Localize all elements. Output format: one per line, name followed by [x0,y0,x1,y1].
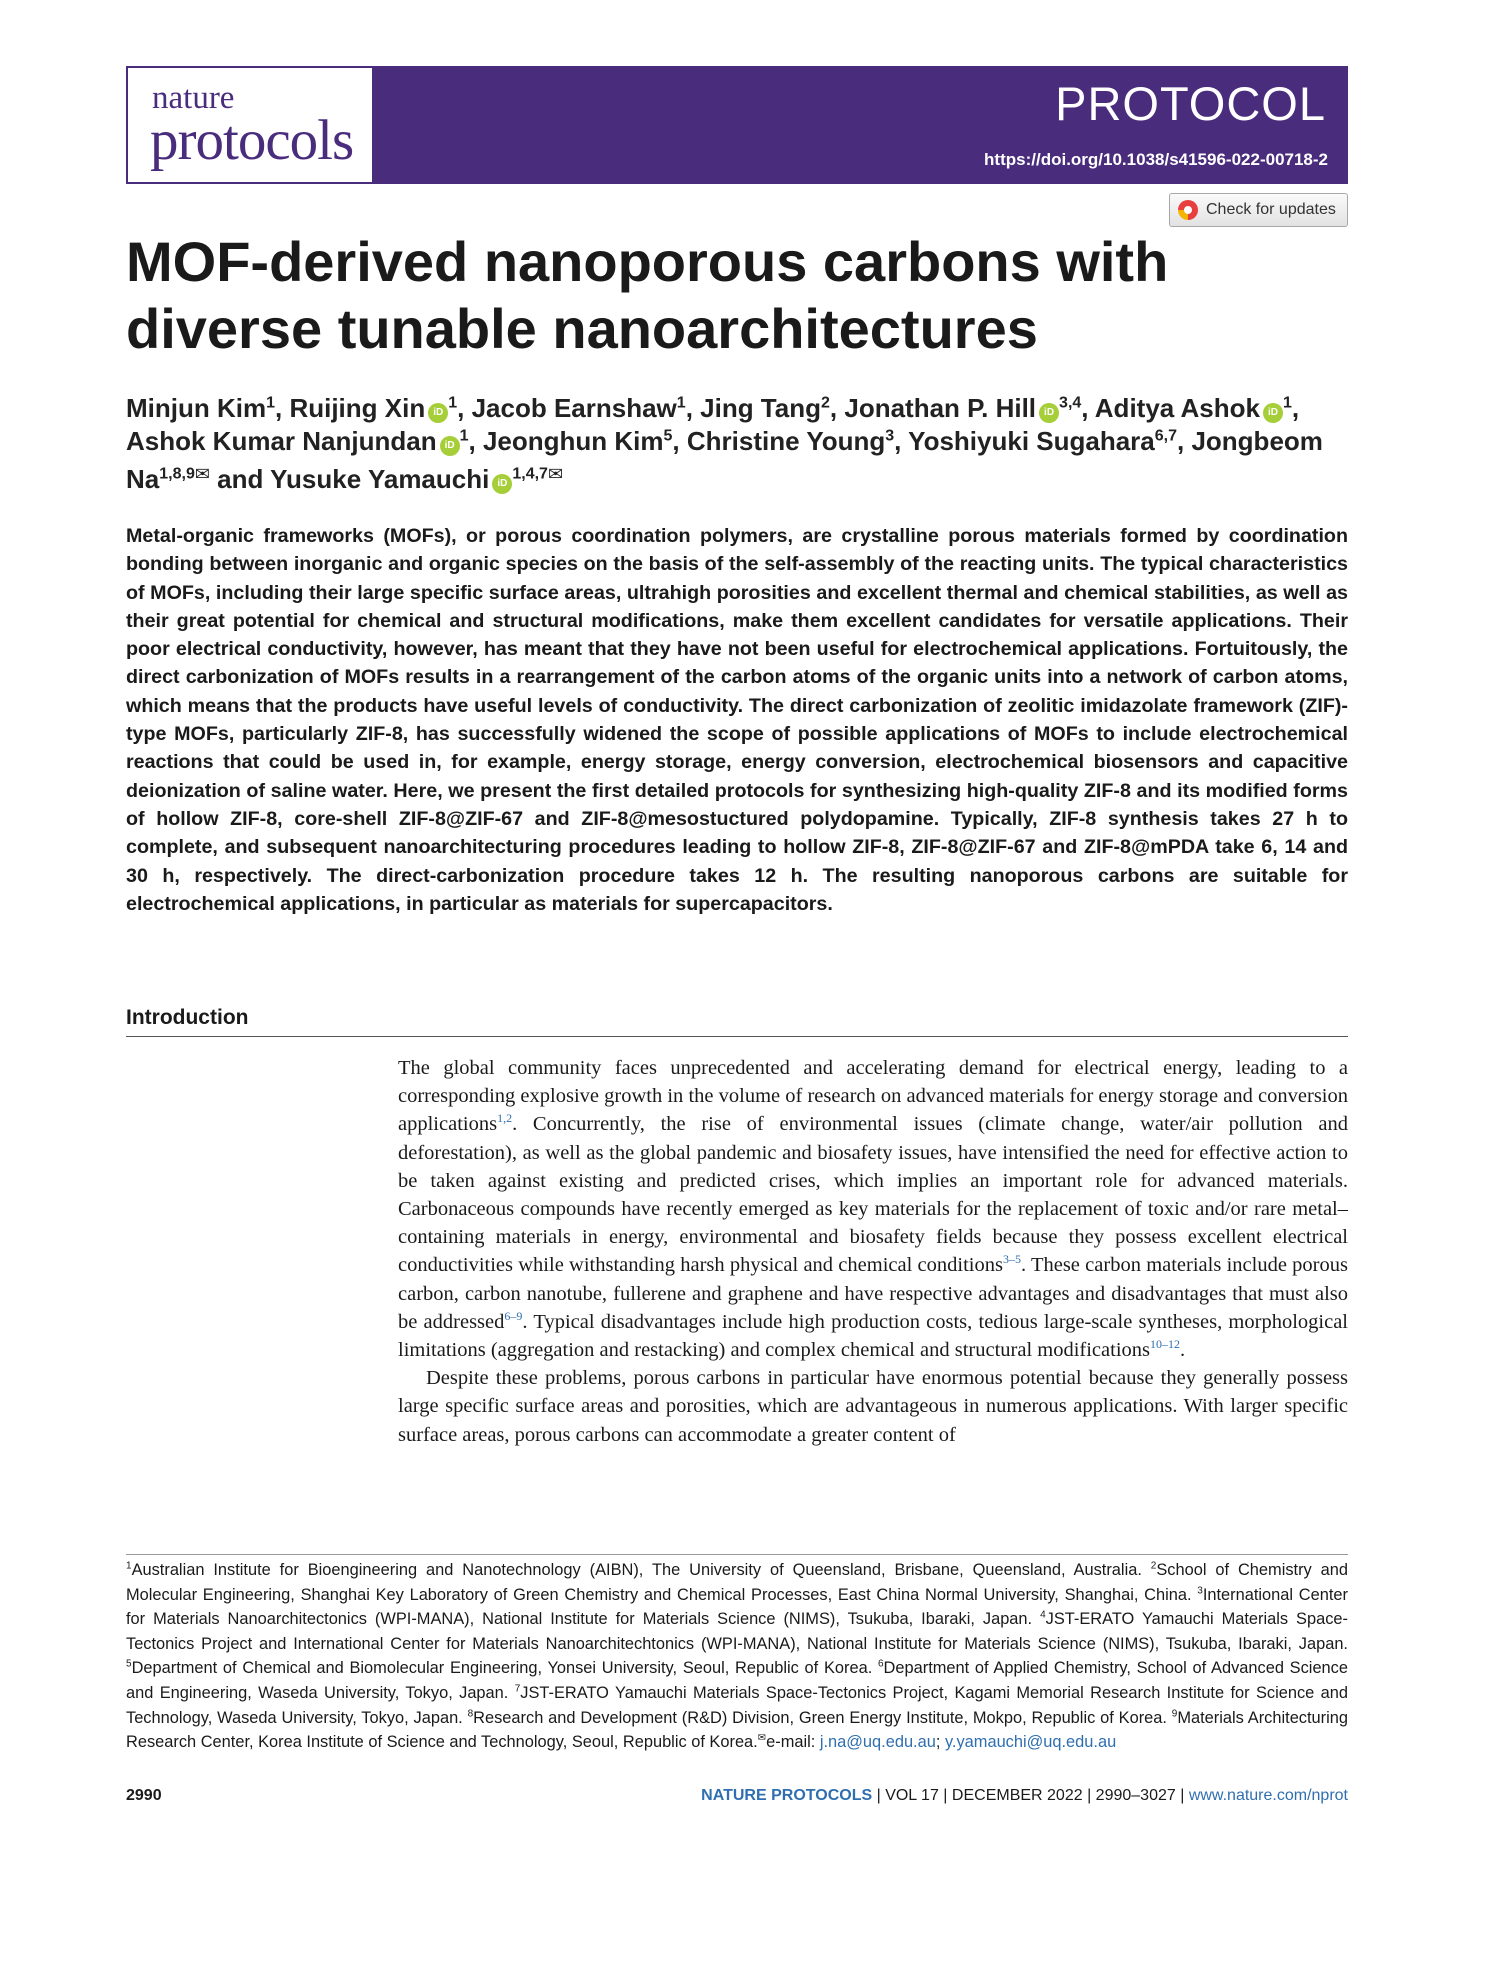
affiliation-marker: 7 [514,1683,521,1695]
journal-logo[interactable] [126,66,374,184]
envelope-icon: ✉ [194,464,210,484]
affiliation-text: Department of Chemical and Biomolecular Engineering, Yonsei University, Seoul, Republic of Korea. [131,1659,878,1678]
footer-separator: | [872,1787,886,1804]
check-for-updates-label: Check for updates [1206,201,1336,218]
author-name: Jongbeom Na [126,426,1323,494]
author-affiliation-ref: 5 [663,427,673,445]
footer-separator: | [1175,1787,1189,1804]
footer-date: DECEMBER 2022 [951,1787,1083,1804]
affiliation-text: JST-ERATO Yamauchi Materials Space-Tectonics Project and International Center for Materials Nanoarchitechtonics (WPI-MANA), National Institute for Materials Science (NIMS), Tsukuba, Ibaraki, Japan. [126,1610,1348,1653]
author-name: Christine Young [686,426,886,456]
author [700,393,844,423]
author-separator: , [457,393,472,423]
affiliation-text: ; [935,1733,945,1752]
author-separator: , [672,426,687,456]
affiliation-marker: 1 [126,1560,132,1572]
author-affiliation-ref: 1 [266,394,275,412]
affiliation-marker: 2 [1150,1560,1157,1572]
footer-volume: VOL 17 [885,1787,939,1804]
body-text-run: . Typical disadvantages include high production costs, tedious large-scale syntheses, morphological limitations (aggregation and restacking) and complex chemical and structural modifications [398,1310,1348,1362]
author-separator: , [829,393,845,423]
footer-journal-url[interactable]: www.nature.com/nprot [1188,1787,1348,1804]
orcid-icon[interactable]: iD [492,474,512,494]
page-number: 2990 [126,1787,162,1804]
author-affiliation-ref: 3,4 [1059,394,1082,412]
email-link[interactable]: j.na@uq.edu.au [819,1733,936,1752]
author-separator: , [1177,426,1192,456]
author-name: Minjun Kim [126,393,267,423]
author-affiliation-ref: 1 [448,394,458,412]
author-affiliation-ref: 3 [885,427,895,445]
author [1095,393,1299,423]
affiliation-text: Australian Institute for Bioengineering and Nanotechnology (AIBN), The University of Queensland, Brisbane, Queensland, Australia. [131,1561,1151,1579]
affiliation-text: e-mail: [766,1733,820,1752]
author-name: Yusuke Yamauchi [270,464,490,494]
author-separator: , [685,393,701,423]
article-title: MOF-derived nanoporous carbons with diverse tunable nanoarchitectures [126,230,1169,360]
affiliation-text: School of Chemistry and Molecular Engineering, Shanghai Key Laboratory of Green Chemistry and Chemical Processes, East China Normal University, Shanghai, China. [126,1561,1349,1604]
author-separator: and [209,464,271,494]
author-name: Aditya Ashok [1094,393,1260,423]
section-heading-introduction: Introduction [126,1006,249,1029]
affiliation-text: Materials Architecturing Research Center, Korea Institute of Science and Technology, Seoul, Republic of Korea. [126,1708,1349,1752]
author-separator: , [1081,393,1095,423]
citation-ref[interactable]: 10–12 [1150,1337,1180,1352]
author [289,393,471,423]
affiliation-marker: 5 [126,1658,132,1670]
author [483,426,687,456]
logo-line-protocols: protocols [150,109,354,172]
author-name: Jonathan P. Hill [844,393,1037,423]
affiliation-text: JST-ERATO Yamauchi Materials Space-Tectonics Project, Kagami Memorial Research Institute for Science and Technology, Waseda University, Tokyo, Japan. [126,1683,1348,1727]
author [687,426,908,456]
article-type-label: PROTOCOL [1055,77,1326,130]
author [270,464,563,494]
author-name: Jacob Earnshaw [471,393,677,423]
author-affiliation-ref: 1,8,9 [159,465,195,483]
citation-ref[interactable]: 1,2 [497,1111,513,1126]
affiliation-text: Department of Applied Chemistry, School of Advanced Science and Engineering, Waseda University, Tokyo, Japan. [126,1659,1348,1702]
author-affiliation-ref: 2 [821,394,830,412]
affiliation-marker: 9 [1171,1708,1178,1720]
author [844,393,1094,423]
author-name: Yoshiyuki Sugahara [908,426,1155,456]
author-affiliation-ref: 1 [676,394,686,412]
affiliation-text: Research and Development (R&D) Division, Green Energy Institute, Mokpo, Republic of Korea. [473,1708,1172,1727]
check-for-updates-button[interactable] [1169,193,1348,227]
body-paragraph [398,1054,1348,1364]
affiliations [126,1558,1348,1755]
body-text-run: Despite these problems, porous carbons in particular have enormous potential because they generally possess large specific surface areas and porosities, which are advantageous in numerous applications. With larger specific surface areas, porous carbons can accommodate a greater content of [398,1367,1348,1446]
affiliation-marker: 3 [1197,1585,1203,1597]
author-affiliation-ref: 1 [459,427,469,445]
author-separator: , [1291,393,1300,423]
affiliation-marker: 8 [467,1708,474,1720]
journal-footer [701,1787,1348,1805]
body-text-run: . Concurrently, the rise of environmental issues (climate change, water/air pollution and deforestation), as well as the global pandemic and biosafety issues, have intensified the need for effective action to be taken against existing and predicted crises, which implies an important role for advanced materials. Carbonaceous compounds have recently emerged as key materials for the replacement of toxic and/or rare metal–containing materials in energy, environmental and biosafety fields because they possess excellent electrical conductivities while withstanding harsh physical and chemical conditions [398,1113,1348,1277]
section-divider [126,1036,1348,1037]
author [908,426,1191,456]
citation-ref[interactable]: 6–9 [504,1309,523,1323]
orcid-icon[interactable]: iD [1263,403,1283,423]
author-affiliation-ref: 1,4,7 [512,465,548,483]
body-text-run: . [1180,1339,1186,1362]
author-affiliation-ref: 1 [1282,394,1292,412]
envelope-icon: ✉ [547,464,564,484]
email-link[interactable]: y.yamauchi@uq.edu.au [944,1733,1117,1752]
header-bar [374,66,1348,184]
footer-separator: | [1082,1787,1096,1804]
author [126,393,289,423]
orcid-icon[interactable]: iD [1039,403,1059,423]
crossmark-icon [1178,200,1198,220]
affiliation-marker: ✉ [757,1732,767,1744]
author-name: Jeonghun Kim [482,426,664,456]
affiliation-text: International Center for Materials Nanoarchitectonics (WPI-MANA), National Institute for Materials Science (NIMS), Tsukuba, Ibaraki, Japan. [126,1585,1348,1629]
author [126,426,483,456]
footer-pages: 2990–3027 [1095,1787,1176,1804]
author-affiliation-ref: 6,7 [1154,427,1177,445]
affiliation-marker: 6 [877,1658,884,1670]
author-separator: , [275,393,290,423]
doi-link[interactable]: https://doi.org/10.1038/s41596-022-00718-2 [984,150,1328,169]
author-name: Ashok Kumar Nanjundan [126,426,437,456]
footer-separator: | [938,1787,952,1804]
logo-line-nature: nature [152,80,235,116]
citation-ref[interactable]: 3–5 [1002,1252,1021,1267]
body-paragraph [398,1364,1348,1449]
author-name: Ruijing Xin [289,393,426,423]
footer-journal-name: NATURE PROTOCOLS [701,1787,873,1804]
author-name: Jing Tang [700,393,821,423]
footnote-divider [126,1554,1348,1555]
affiliation-marker: 4 [1040,1609,1046,1621]
author-separator: , [468,426,483,456]
orcid-icon[interactable]: iD [428,403,448,423]
author [472,393,701,423]
introduction-body [398,1054,1348,1449]
abstract: Metal-organic frameworks (MOFs), or porous coordination polymers, are crystalline porous materials formed by coordination bonding between inorganic and organic species on the basis of the self-assembly of the reacting units. The typical characteristics of MOFs, including their large specific surface areas, ultrahigh porosities and excellent thermal and chemical stabilities, as well as their great potential for chemical and structural modifications, make them excellent candidates for versatile applications. Their poor electrical conductivity, however, has meant that they have not been useful for electrochemical applications. Fortuitously, the direct carbonization of MOFs results in a rearrangement of the carbon atoms of the organic units into a network of carbon atoms, which means that the products have useful levels of conductivity. The direct carbonization of zeolitic imidazolate framework (ZIF)-type MOFs, particularly ZIF-8, has successfully widened the scope of possible applications of MOFs to include electrochemical reactions that could be used in, for example, energy storage, energy conversion, electrochemical biosensors and capacitive deionization of saline water. Here, we present the first detailed protocols for synthesizing high-quality ZIF-8 and its modified forms of hollow ZIF-8, core-shell ZIF-8@ZIF-67 and ZIF-8@mesostuctured polydopamine. Typically, ZIF-8 synthesis takes 27 h to complete, and subsequent nanoarchitecturing procedures leading to hollow ZIF-8, ZIF-8@ZIF-67 and ZIF-8@mPDA take 6, 14 and 30 h, respectively. The direct-carbonization procedure takes 12 h. The resulting nanoporous carbons are suitable for electrochemical applications, in particular as materials for supercapacitors. [126,525,1348,915]
author-separator: , [894,426,909,456]
body-text-run: . These carbon materials include porous carbon, carbon nanotube, fullerene and graphene and have respective advantages and disadvantages that must also be addressed [398,1254,1348,1333]
body-text-run: The global community faces unprecedented and accelerating demand for electrical energy, leading to a corresponding explosive growth in the volume of research on advanced materials for energy storage and conversion applications [398,1057,1348,1136]
author-list [126,392,1356,496]
orcid-icon[interactable]: iD [440,436,460,456]
